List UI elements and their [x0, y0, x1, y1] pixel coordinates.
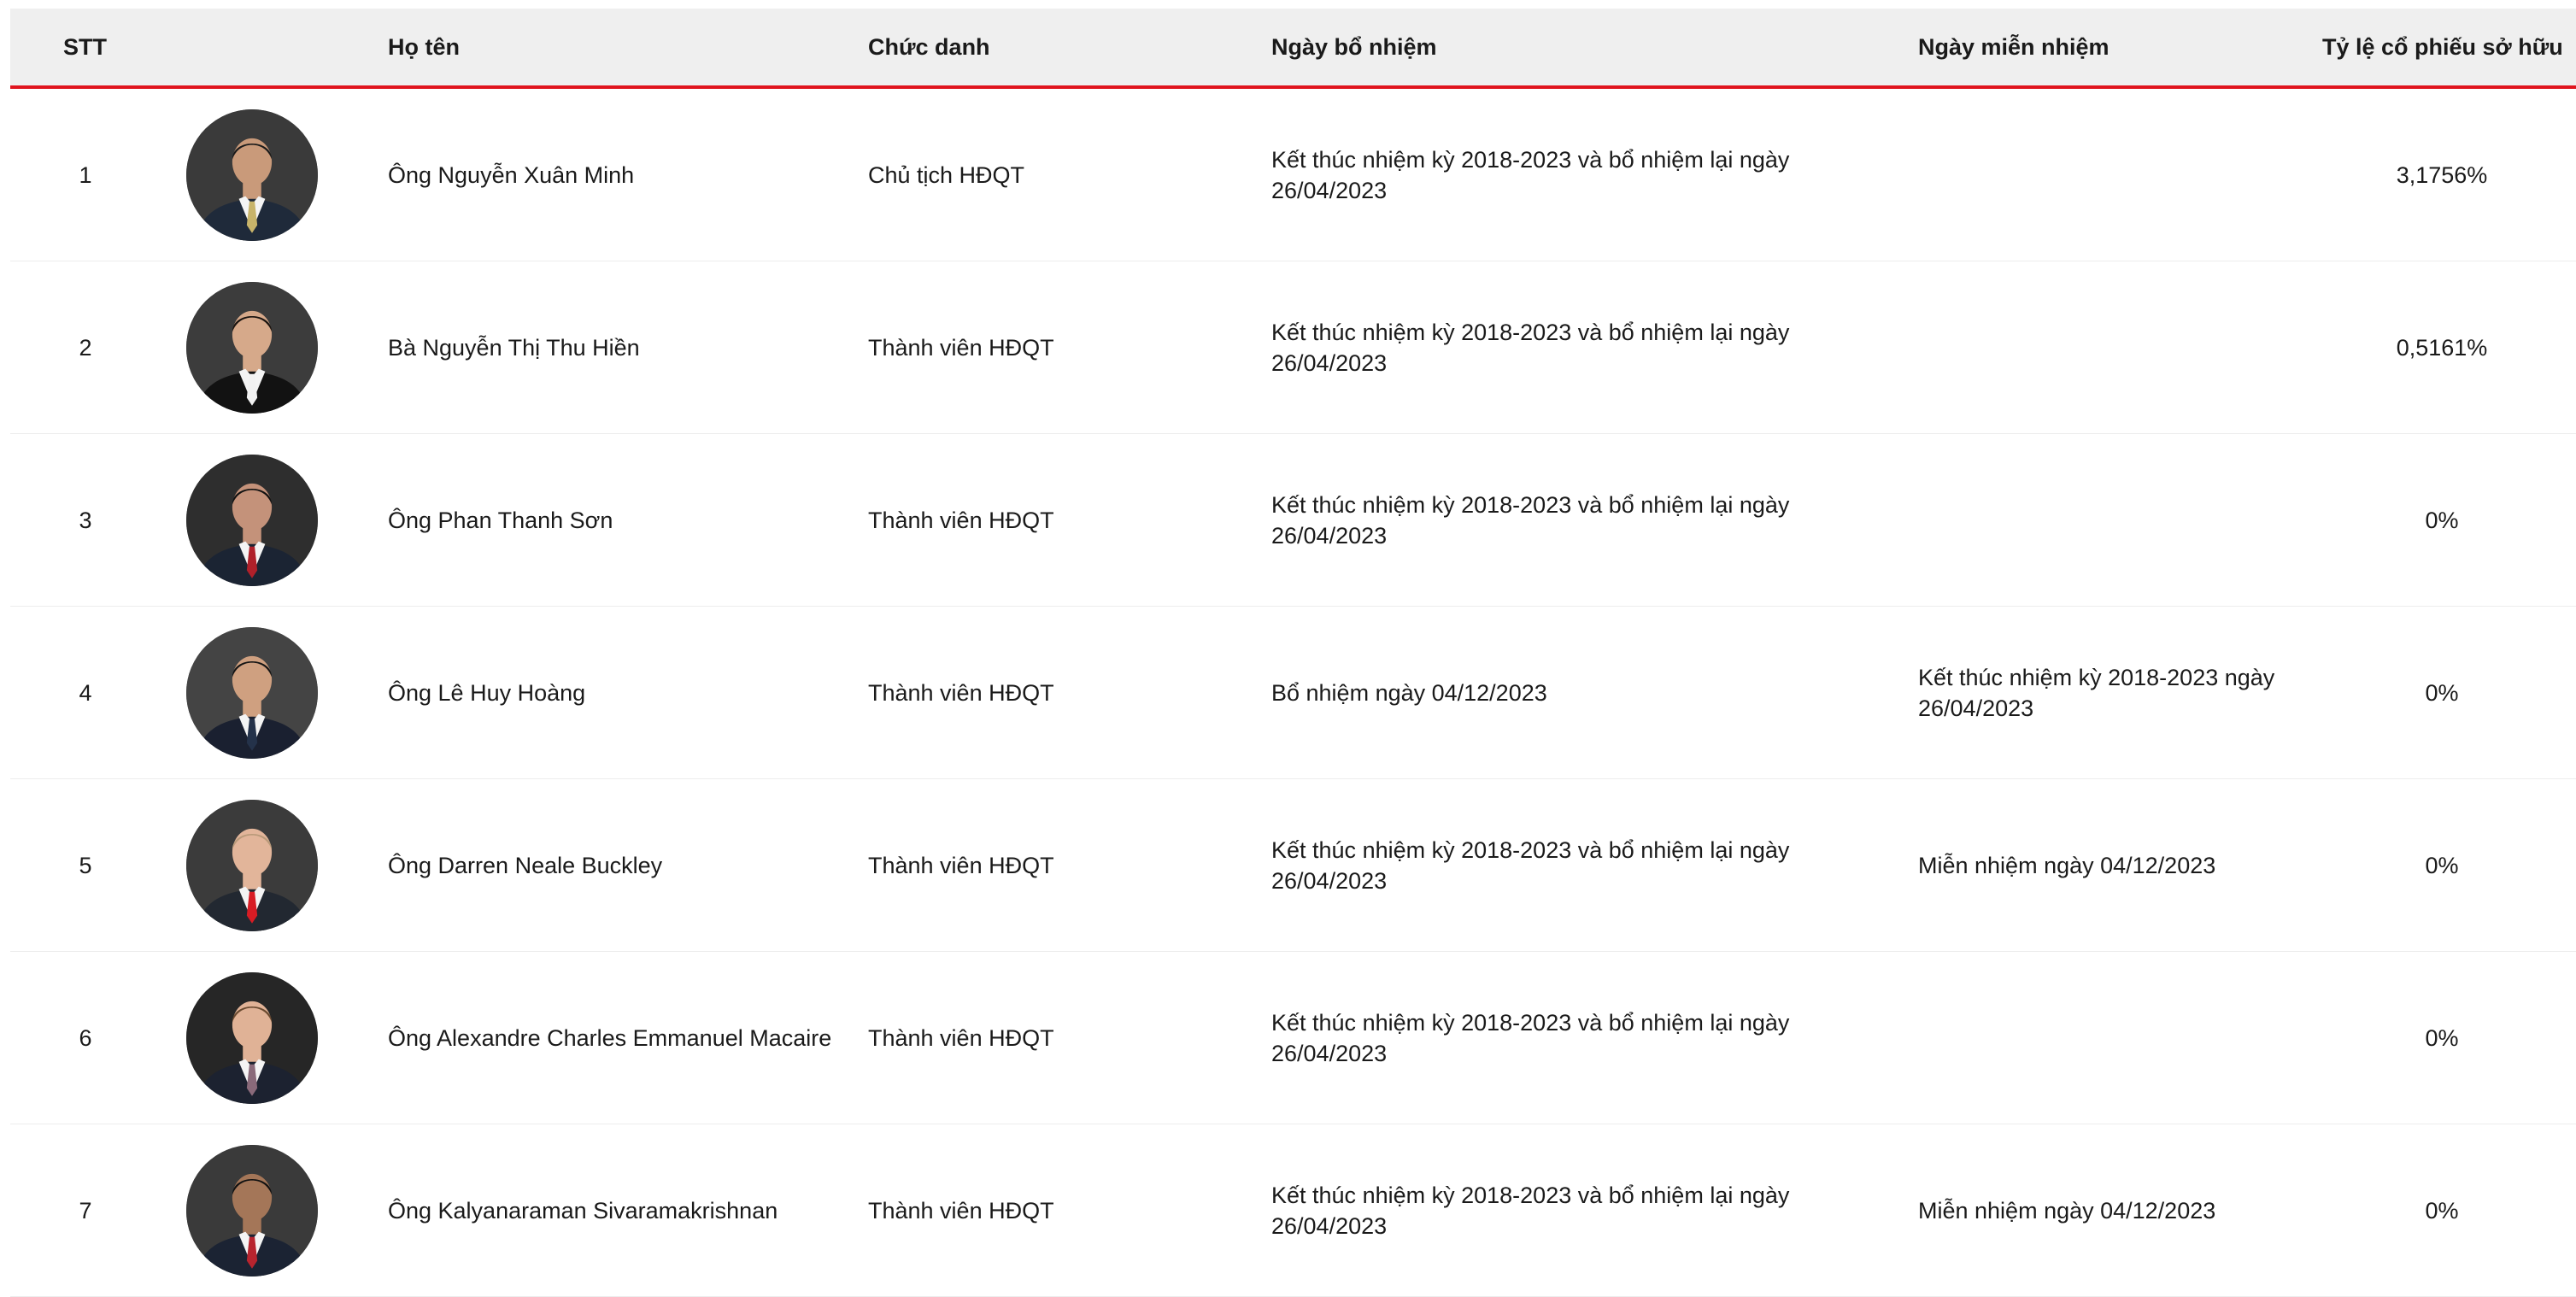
- member-title: Chủ tịch HĐQT: [868, 162, 1025, 188]
- table-row: [10, 89, 2576, 261]
- appointed-date: Kết thúc nhiệm kỳ 2018-2023 và bổ nhiệm lại ngày 26/04/2023: [1271, 492, 1790, 549]
- member-title: Thành viên HĐQT: [868, 508, 1054, 533]
- avatar: [186, 282, 318, 414]
- member-name: Ông Phan Thanh Sơn: [388, 508, 613, 533]
- appointed-date: Kết thúc nhiệm kỳ 2018-2023 và bổ nhiệm lại ngày 26/04/2023: [1271, 320, 1790, 376]
- table-header: [10, 9, 2576, 89]
- portrait-photo: [186, 109, 318, 241]
- table-row: [10, 261, 2576, 434]
- member-title: Thành viên HĐQT: [868, 335, 1054, 361]
- member-name: Ông Nguyễn Xuân Minh: [388, 162, 635, 188]
- share-ratio: 0%: [2425, 1025, 2459, 1051]
- portrait-photo: [186, 282, 318, 414]
- avatar: [186, 455, 318, 586]
- share-ratio: 0%: [2425, 508, 2459, 533]
- appointed-date: Bổ nhiệm ngày 04/12/2023: [1271, 680, 1547, 706]
- share-ratio: 0,5161%: [2396, 335, 2488, 361]
- row-index: 2: [79, 335, 92, 361]
- row-index: 1: [79, 162, 92, 188]
- dismissed-date: [1918, 89, 2320, 261]
- table-row: [10, 607, 2576, 779]
- member-title: Thành viên HĐQT: [868, 1198, 1054, 1224]
- avatar-cell: [186, 261, 320, 434]
- appointed-date: Kết thúc nhiệm kỳ 2018-2023 và bổ nhiệm lại ngày 26/04/2023: [1271, 1183, 1790, 1239]
- dismissed-date: [1918, 434, 2320, 607]
- member-title: Thành viên HĐQT: [868, 680, 1054, 706]
- header-appointed-date: Ngày bổ nhiệm: [1271, 34, 1437, 60]
- table-row: [10, 952, 2576, 1124]
- member-name: Ông Darren Neale Buckley: [388, 853, 663, 878]
- avatar: [186, 627, 318, 759]
- row-index: 5: [79, 853, 92, 878]
- dismissed-date: Kết thúc nhiệm kỳ 2018-2023 ngày 26/04/2023: [1918, 665, 2275, 721]
- avatar: [186, 1145, 318, 1276]
- member-name: Ông Alexandre Charles Emmanuel Macaire: [388, 1025, 832, 1051]
- avatar-cell: [186, 1124, 320, 1297]
- member-name: Ông Lê Huy Hoàng: [388, 680, 586, 706]
- dismissed-date: [1918, 261, 2320, 434]
- table-body: [10, 89, 2576, 1297]
- portrait-photo: [186, 800, 318, 931]
- appointed-date: Kết thúc nhiệm kỳ 2018-2023 và bổ nhiệm lại ngày 26/04/2023: [1271, 147, 1790, 203]
- avatar-cell: [186, 434, 320, 607]
- header-title: Chức danh: [868, 34, 990, 60]
- avatar: [186, 109, 318, 241]
- table-row: [10, 434, 2576, 607]
- dismissed-date: [1918, 952, 2320, 1124]
- member-title: Thành viên HĐQT: [868, 1025, 1054, 1051]
- portrait-photo: [186, 627, 318, 759]
- header-dismissed-date: Ngày miễn nhiệm: [1918, 34, 2110, 60]
- row-index: 6: [79, 1025, 92, 1051]
- avatar: [186, 972, 318, 1104]
- member-name: Ông Kalyanaraman Sivaramakrishnan: [388, 1198, 778, 1224]
- appointed-date: Kết thúc nhiệm kỳ 2018-2023 và bổ nhiệm lại ngày 26/04/2023: [1271, 1010, 1790, 1066]
- member-title: Thành viên HĐQT: [868, 853, 1054, 878]
- appointed-date: Kết thúc nhiệm kỳ 2018-2023 và bổ nhiệm lại ngày 26/04/2023: [1271, 837, 1790, 894]
- member-name: Bà Nguyễn Thị Thu Hiền: [388, 335, 640, 361]
- dismissed-date: Miễn nhiệm ngày 04/12/2023: [1918, 1198, 2216, 1224]
- header-stt: STT: [63, 34, 107, 60]
- header-share-ratio: Tỷ lệ cổ phiếu sở hữu: [2322, 34, 2563, 60]
- share-ratio: 0%: [2425, 853, 2459, 878]
- avatar-cell: [186, 607, 320, 779]
- share-ratio: 0%: [2425, 1198, 2459, 1224]
- table-row: [10, 1124, 2576, 1297]
- avatar: [186, 800, 318, 931]
- header-name: Họ tên: [388, 34, 460, 60]
- share-ratio: 3,1756%: [2396, 162, 2488, 188]
- avatar-cell: [186, 779, 320, 952]
- table-row: [10, 779, 2576, 952]
- row-index: 7: [79, 1198, 92, 1224]
- avatar-cell: [186, 952, 320, 1124]
- board-members-table: [10, 9, 2576, 1297]
- row-index: 3: [79, 508, 92, 533]
- portrait-photo: [186, 455, 318, 586]
- portrait-photo: [186, 1145, 318, 1276]
- portrait-photo: [186, 972, 318, 1104]
- dismissed-date: Miễn nhiệm ngày 04/12/2023: [1918, 853, 2216, 878]
- row-index: 4: [79, 680, 92, 706]
- avatar-cell: [186, 89, 320, 261]
- share-ratio: 0%: [2425, 680, 2459, 706]
